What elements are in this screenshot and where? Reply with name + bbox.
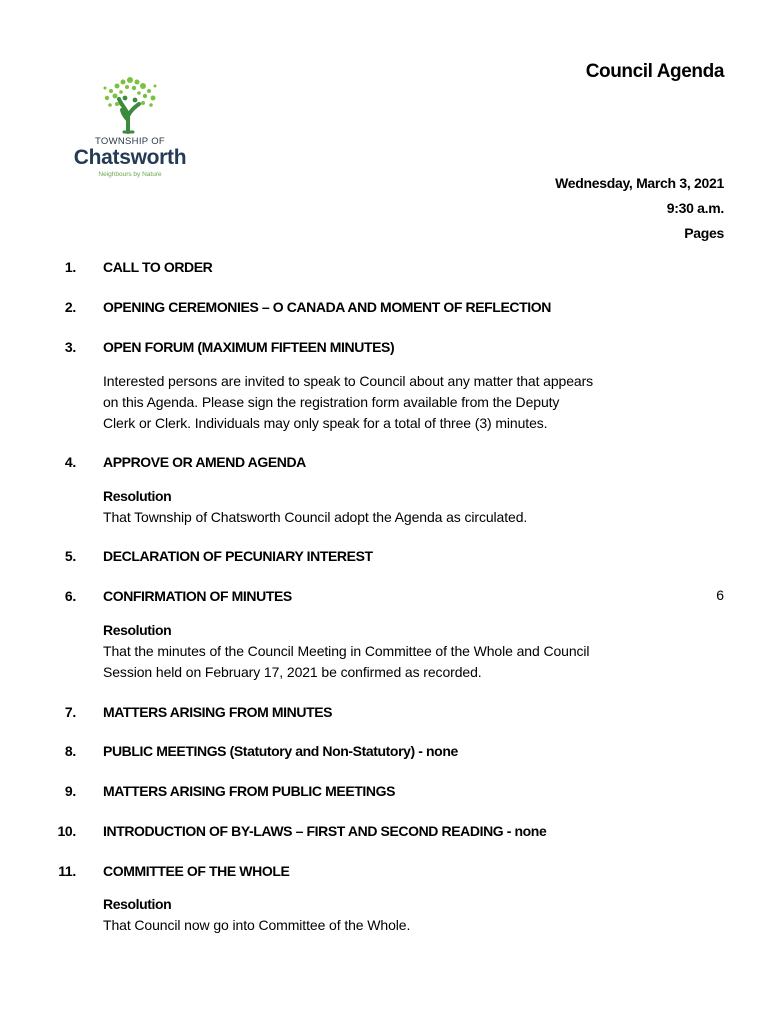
logo-township-label: TOWNSHIP OF (95, 136, 165, 147)
agenda-item-number: 1. (64, 259, 76, 275)
document-title: Council Agenda (585, 61, 724, 82)
resolution-text (103, 641, 663, 683)
agenda-item-title: MATTERS ARISING FROM PUBLIC MEETINGS (103, 783, 396, 799)
agenda-item-number: 5. (64, 548, 76, 564)
meeting-date: Wednesday, March 3, 2021 (555, 175, 724, 191)
logo-tagline: Neighbours by Nature (98, 171, 162, 178)
agenda-item-title: DECLARATION OF PECUNIARY INTEREST (103, 548, 373, 564)
agenda-item-number: 2. (64, 299, 76, 315)
agenda-item-title: MATTERS ARISING FROM MINUTES (103, 704, 333, 720)
agenda-item-number: 10. (57, 823, 76, 839)
agenda-item-title: PUBLIC MEETINGS (Statutory and Non-Statutory) - none (103, 743, 458, 759)
resolution-text (103, 915, 663, 936)
meeting-time: 9:30 a.m. (666, 200, 724, 216)
agenda-item-title: CALL TO ORDER (103, 259, 213, 275)
agenda-item-number: 3. (64, 339, 76, 355)
agenda-item-title: COMMITTEE OF THE WHOLE (103, 863, 290, 879)
agenda-item-description (103, 371, 663, 434)
agenda-item-title: APPROVE OR AMEND AGENDA (103, 454, 306, 470)
agenda-item-title: CONFIRMATION OF MINUTES (103, 588, 292, 604)
agenda-item-number: 6. (64, 588, 76, 604)
text-line: Session held on February 17, 2021 be confirmed as recorded. (103, 664, 482, 680)
resolution-text (103, 507, 663, 528)
text-line: Interested persons are invited to speak to Council about any matter that appears (103, 373, 594, 389)
agenda-item-number: 11. (58, 863, 76, 879)
agenda-item-number: 7. (64, 704, 76, 720)
pages-column-label: Pages (684, 225, 724, 241)
tree-icon (97, 74, 163, 136)
agenda-item-title: OPENING CEREMONIES – O CANADA AND MOMENT OF REFLECTION (103, 299, 551, 315)
text-line: on this Agenda. Please sign the registration form available from the Deputy (103, 394, 560, 410)
agenda-item-number: 4. (64, 454, 76, 470)
resolution-label: Resolution (103, 488, 172, 504)
logo-township-name: Chatsworth (73, 146, 187, 169)
agenda-item-title: INTRODUCTION OF BY-LAWS – FIRST AND SECOND READING - none (103, 823, 547, 839)
agenda-item-page-number: 6 (716, 587, 724, 603)
text-line: Clerk or Clerk. Individuals may only speak for a total of three (3) minutes. (103, 415, 548, 431)
text-line: That Council now go into Committee of the Whole. (103, 917, 411, 933)
agenda-item-number: 9. (64, 783, 76, 799)
resolution-label: Resolution (103, 622, 172, 638)
agenda-item-title: OPEN FORUM (MAXIMUM FIFTEEN MINUTES) (103, 339, 395, 355)
text-line: That the minutes of the Council Meeting in Committee of the Whole and Council (103, 643, 590, 659)
township-logo (70, 74, 190, 184)
text-line: That Township of Chatsworth Council adopt the Agenda as circulated. (103, 509, 528, 525)
agenda-item-number: 8. (64, 743, 76, 759)
resolution-label: Resolution (103, 896, 172, 912)
